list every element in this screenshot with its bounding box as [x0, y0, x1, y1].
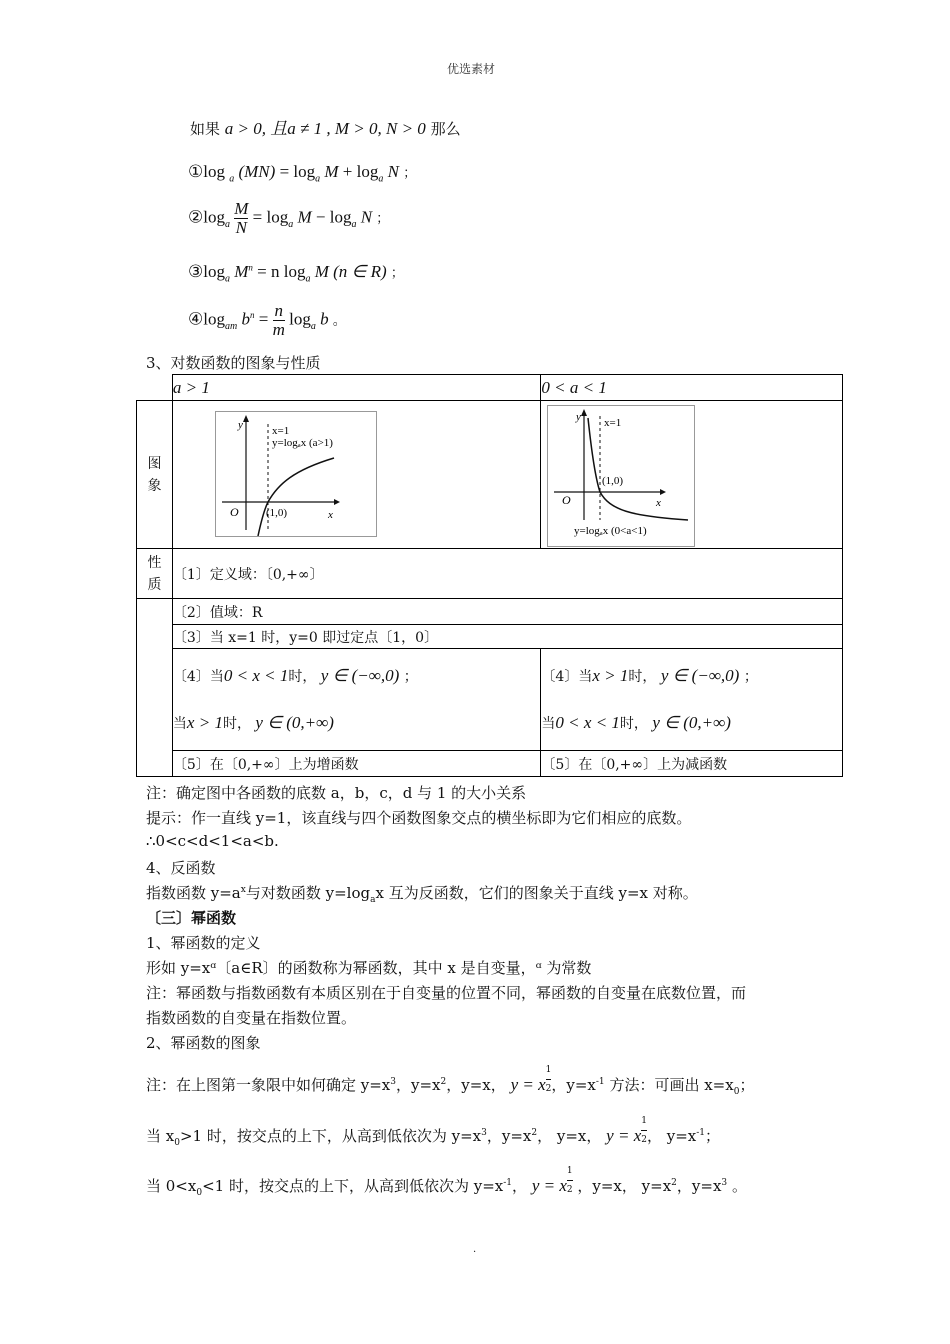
row-label-char: 质 [147, 576, 162, 593]
log-function-table [136, 374, 843, 777]
table-prop-row-2 [137, 599, 843, 625]
graph-decreasing [547, 405, 695, 547]
math: y = x [606, 1126, 642, 1145]
subscript: a [370, 895, 376, 905]
math: x > 1 [592, 665, 629, 685]
text: 方法：可画出 x=x [609, 1076, 734, 1094]
sign-line [541, 664, 842, 689]
text: 〔4〕当 [172, 668, 224, 685]
text: 时， [222, 715, 251, 732]
math: y ∈ (−∞,0) [320, 665, 400, 685]
var-m: M [297, 207, 312, 227]
table-prop-row-1 [137, 549, 843, 599]
log-rule-3 [188, 262, 404, 284]
intro-text: 如果 [190, 120, 221, 138]
frac-denominator: N [235, 218, 247, 237]
exponent: n [249, 309, 255, 320]
function-label: y=logₐx (a>1) [271, 437, 333, 449]
log-base: a [310, 320, 316, 332]
x-label: x [656, 497, 662, 509]
origin-label: O [229, 505, 239, 519]
exponent: 2 [671, 1178, 677, 1188]
graph-increasing [215, 411, 377, 537]
table-prop-row-4 [137, 649, 843, 751]
exponent: -1 [696, 1128, 706, 1138]
col-head-a-gt-1: a > 1 [172, 375, 541, 401]
graph-cell-2 [541, 401, 843, 549]
var-m: M [234, 262, 249, 281]
log-rule-1 [188, 162, 416, 184]
x-eq-1-label: x=1 [604, 417, 622, 429]
subscript: 0 [174, 1138, 180, 1148]
exponent: 3 [721, 1178, 728, 1188]
exponent: n [248, 262, 253, 273]
row-label-properties [137, 549, 173, 599]
text: 时， [628, 668, 657, 685]
exponent: -1 [503, 1178, 513, 1188]
x-axis-arrow [660, 489, 666, 495]
prop-monotonic-decreasing: 〔5〕在〔0,+∞〕上为减函数 [541, 751, 843, 777]
sign-line [173, 664, 541, 689]
frac-numerator: 1 [641, 1112, 647, 1131]
log-text: log [203, 162, 225, 181]
table-head-row [137, 375, 843, 401]
frac-denominator: 2 [545, 1083, 552, 1094]
page-header: 优选素材 [447, 62, 496, 76]
text: ； [739, 1076, 755, 1094]
frac-numerator: 1 [567, 1162, 573, 1181]
minus-log: − log [315, 207, 352, 227]
text: ， [512, 1177, 528, 1195]
log-base: a [224, 218, 230, 230]
var-n: N [387, 162, 399, 181]
frac-denominator: 2 [566, 1184, 573, 1195]
math: y ∈ (0,+∞) [652, 712, 731, 732]
math: x > 1 [186, 712, 223, 732]
log-base: a [229, 173, 235, 185]
row-label-char: 图 [147, 455, 162, 472]
row-label-image [137, 401, 173, 549]
frac-numerator: 1 [546, 1061, 552, 1080]
function-label: y=logₐx (0<a<1) [574, 525, 648, 537]
frac-numerator: n [274, 301, 283, 320]
var-b: b [320, 309, 329, 329]
frac-numerator: M [234, 199, 249, 218]
equals-log: = log [279, 162, 316, 181]
math: 0 < x < 1 [223, 665, 289, 685]
point-label: (1,0) [265, 507, 287, 519]
log-rule-2 [188, 200, 389, 237]
point-label: (1,0) [602, 475, 624, 487]
note-1: 注：确定图中各函数的底数 a，b，c，d 与 1 的大小关系 [146, 784, 527, 802]
note-3: ∴0<c<d<1<a<b. [146, 832, 279, 850]
section-4-title: 4、反函数 [146, 859, 216, 877]
text: ， y=x， [537, 1127, 602, 1145]
log-curve-decreasing [588, 418, 688, 520]
equals-n-log: = n log [257, 262, 306, 281]
log-base: a [351, 218, 357, 230]
text: ，y=x， [446, 1076, 506, 1094]
text: >1 时，按交点的上下，从高到低依次为 y=x [179, 1127, 482, 1145]
log-arg: (MN) [238, 162, 276, 181]
text: ，y=x [396, 1076, 441, 1094]
math: y ∈ (−∞,0) [660, 665, 740, 685]
text: 当 [172, 715, 187, 732]
y-label: y [237, 419, 243, 431]
log-text: log [203, 262, 225, 281]
text: ； [743, 668, 758, 685]
text: 注：在上图第一象限中如何确定 y=x [146, 1076, 391, 1094]
var-n: N [360, 207, 373, 227]
table-image-row [137, 401, 843, 549]
math: y ∈ (0,+∞) [255, 712, 334, 732]
log-text: log [203, 207, 225, 227]
sign-line [541, 711, 842, 736]
exponent: 3 [481, 1128, 487, 1138]
text: 当 0<x [146, 1177, 197, 1195]
y-axis-arrow [581, 409, 587, 416]
section-3-title: 3、对数函数的图象与性质 [146, 354, 321, 372]
plus-log: + log [342, 162, 379, 181]
text: 时， [619, 715, 648, 732]
text: 当 [541, 715, 556, 732]
rule-number: ③ [188, 262, 204, 281]
subscript: 0 [733, 1087, 740, 1097]
log-rule-4 [188, 302, 346, 339]
rule-end: ； [403, 165, 417, 180]
rule-end: ； [390, 265, 404, 280]
y-label: y [576, 411, 582, 423]
frac-denominator: 2 [641, 1134, 647, 1145]
x-label: x [327, 509, 333, 521]
prop-sign-decreasing [541, 649, 843, 751]
var-m: M [324, 162, 339, 181]
prop-fixed-point: 〔3〕当 x=1 时，y=0 即过定点〔1，0〕 [172, 625, 842, 649]
power-line-2 [146, 1115, 721, 1149]
power-line-1 [146, 1064, 755, 1098]
fraction-n-m [273, 302, 285, 339]
power-definition: 形如 y=xᵅ〔a∈R〕的函数称为幂函数，其中 x 是自变量，ᵅ 为常数 [146, 959, 592, 977]
inverse-function-line [146, 882, 698, 905]
log-base: a [315, 173, 321, 185]
text: ，y=x [551, 1076, 596, 1094]
note-2: 提示：作一直线 y=1，该直线与四个函数图象交点的横坐标即为它们相应的底数。 [146, 809, 692, 827]
log-text: log [203, 309, 225, 329]
log-base: a [224, 273, 230, 285]
log-text: log [289, 309, 311, 329]
frac-denominator: m [272, 320, 285, 339]
col-head-a-lt-1: 0 < a < 1 [541, 375, 843, 401]
power-definition-title: 1、幂函数的定义 [146, 934, 261, 952]
rule-end: ； [376, 210, 390, 226]
text: ，y=x [486, 1127, 532, 1145]
equals-sign: = [258, 309, 269, 329]
power-graph-title: 2、幂函数的图象 [146, 1034, 261, 1052]
intro-line [190, 114, 461, 139]
equals-log: = log [252, 207, 289, 227]
power-line-3 [146, 1165, 747, 1199]
rule-number: ④ [188, 309, 204, 329]
subscript: 0 [196, 1188, 203, 1198]
prop-monotonic-increasing: 〔5〕在〔0,+∞〕上为增函数 [172, 751, 541, 777]
x-eq-1-label: x=1 [271, 425, 290, 437]
text: x 互为反函数，它们的图象关于直线 y=x 对称。 [375, 884, 698, 902]
row-label-char: 象 [147, 477, 162, 494]
fraction-m-n [234, 200, 248, 237]
rule-tail: M (n ∈ R) [314, 262, 387, 281]
text: ； [705, 1127, 721, 1145]
prop-sign-increasing [172, 649, 541, 751]
x-axis-arrow [334, 499, 340, 505]
prop-label-spacer [137, 599, 173, 777]
math: y = x [531, 1176, 567, 1195]
prop-range: 〔2〕值域：R [172, 599, 842, 625]
log-base-exponent: m [229, 320, 238, 332]
rule-number: ① [188, 162, 204, 181]
exponent: 2 [531, 1128, 538, 1138]
text: 。 [731, 1177, 747, 1195]
intro-condition: a > 0, 且a ≠ 1 , M > 0, N > 0 [224, 119, 426, 138]
graph-cell-1 [172, 401, 541, 549]
log-curve-increasing [258, 458, 334, 536]
math: y = x [510, 1075, 546, 1094]
text: ，y=x， y=x [577, 1177, 672, 1195]
text: 当 x [146, 1127, 175, 1145]
text: ； [403, 668, 418, 685]
exponent: 3 [390, 1077, 397, 1087]
exponent: 2 [440, 1077, 447, 1087]
text: 与对数函数 y=log [245, 884, 371, 902]
power-note-1: 注：幂函数与指数函数有本质区别在于自变量的位置不同，幂函数的自变量在底数位置，而 [146, 984, 747, 1002]
rule-number: ② [188, 207, 204, 227]
rule-end: 。 [332, 312, 346, 328]
origin-label: O [562, 493, 572, 507]
sign-line [173, 711, 541, 736]
log-base: a [305, 273, 311, 285]
text: 〔4〕当 [541, 668, 593, 685]
section-power-title: 〔三〕幂函数 [146, 909, 237, 927]
half-exponent [567, 1162, 573, 1199]
y-axis-arrow [243, 415, 249, 422]
math: 0 < x < 1 [555, 712, 620, 732]
row-label-char: 性 [147, 554, 162, 571]
footer-dot: . [473, 1244, 477, 1255]
intro-end: 那么 [430, 120, 461, 138]
text: 时， [288, 668, 317, 685]
text: ，y=x [676, 1177, 722, 1195]
log-base: a [288, 218, 294, 230]
power-note-2: 指数函数的自变量在指数位置。 [146, 1009, 357, 1027]
text: 指数函数 y=a [146, 884, 241, 902]
exponent: -1 [595, 1077, 605, 1087]
text: ， y=x [646, 1127, 697, 1145]
var-b: b [241, 309, 250, 329]
table-prop-row-3 [137, 625, 843, 649]
exponent: x [240, 885, 246, 895]
table-prop-row-5 [137, 751, 843, 777]
prop-domain: 〔1〕定义域：〔0,+∞〕 [172, 549, 842, 599]
corner-cell [137, 375, 173, 401]
text: <1 时，按交点的上下，从高到低依次为 y=x [202, 1177, 504, 1195]
log-base: a [224, 320, 230, 332]
log-base: a [378, 173, 384, 185]
